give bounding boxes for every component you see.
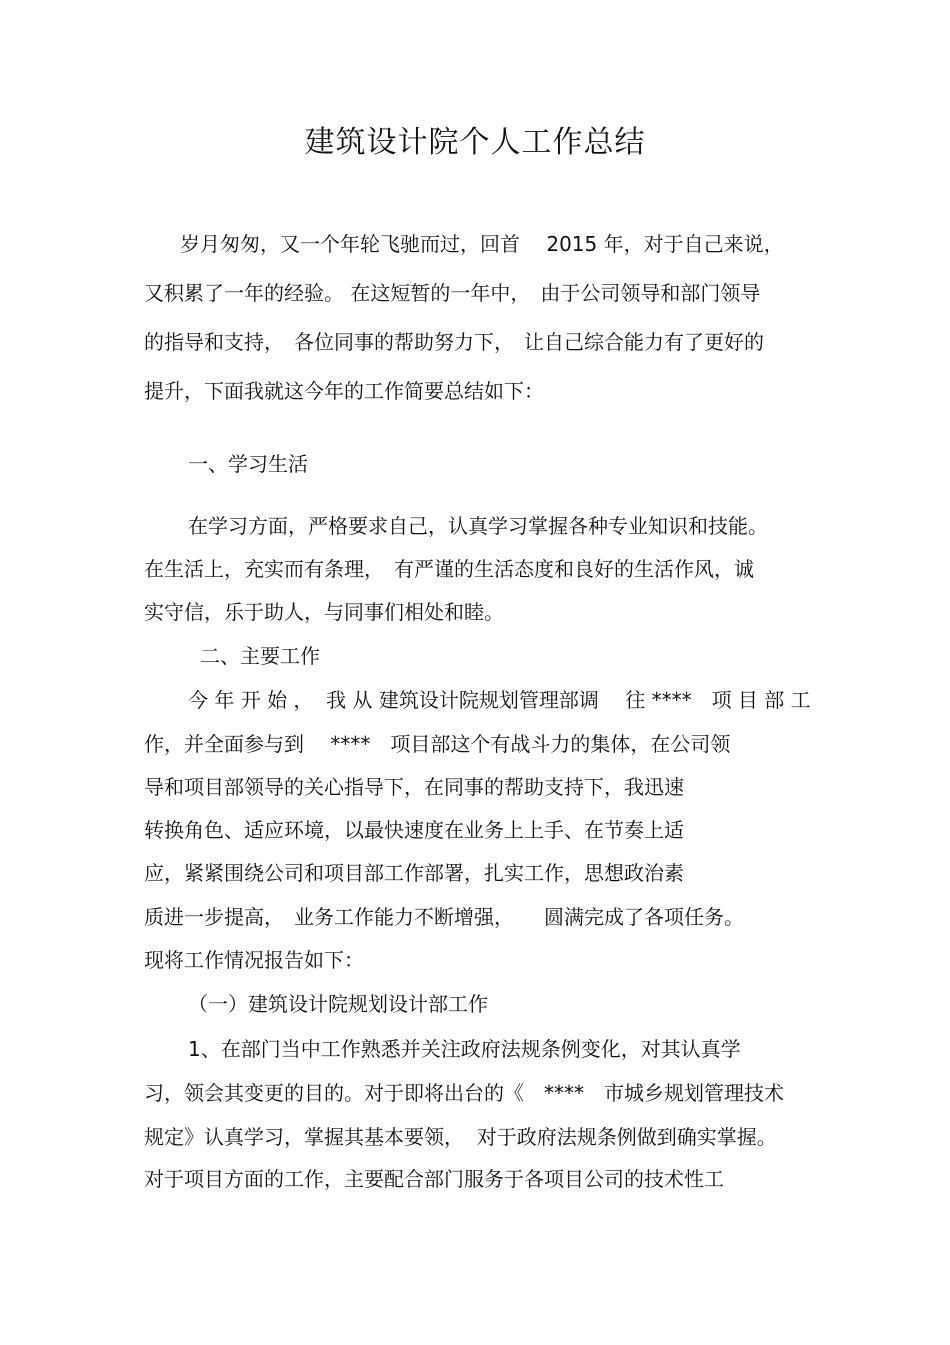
paragraph-line: 在学习方面，严格要求自己，认真学习掌握各种专业知识和技能。 bbox=[188, 514, 768, 538]
section-heading: 一、学习生活 bbox=[188, 452, 308, 476]
paragraph-line: 导和项目部领导的关心指导下，在同事的帮助支持下，我迅速 bbox=[144, 775, 684, 799]
subsection-heading: （一）建筑设计院规划设计部工作 bbox=[188, 992, 488, 1016]
paragraph-line: 提升，下面我就这今年的工作简要总结如下： bbox=[144, 379, 544, 403]
paragraph-line: 岁月匆匆，又一个年轮飞驰而过，回首 2015 年，对于自己来说， bbox=[180, 232, 784, 256]
page-title: 建筑设计院个人工作总结 bbox=[304, 125, 646, 160]
paragraph-line: 习，领会其变更的目的。对于即将出台的《 **** 市城乡规划管理技术 bbox=[144, 1081, 784, 1105]
paragraph-line: 实守信，乐于助人，与同事们相处和睦。 bbox=[144, 600, 504, 624]
paragraph-line: 又积累了一年的经验。 在这短暂的一年中， 由于公司领导和部门领导 bbox=[144, 281, 761, 305]
paragraph-line: 的指导和支持， 各位同事的帮助努力下， 让自己综合能力有了更好的 bbox=[144, 330, 764, 354]
paragraph-line: 对于项目方面的工作，主要配合部门服务于各项目公司的技术性工 bbox=[144, 1167, 724, 1191]
paragraph-line: 作，并全面参与到 **** 项目部这个有战斗力的集体，在公司领 bbox=[144, 732, 731, 756]
section-heading: 二、主要工作 bbox=[200, 644, 320, 668]
paragraph-line: 规定》认真学习，掌握其基本要领， 对于政府法规条例做到确实掌握。 bbox=[144, 1125, 777, 1149]
paragraph-line: 转换角色、适应环境，以最快速度在业务上上手、在节奏上适 bbox=[144, 818, 684, 842]
paragraph-line: 现将工作情况报告如下： bbox=[144, 948, 364, 972]
paragraph-line: 在生活上，充实而有条理， 有严谨的生活态度和良好的生活作风，诚 bbox=[144, 557, 754, 581]
paragraph-line: 应，紧紧围绕公司和项目部工作部署，扎实工作，思想政治素 bbox=[144, 861, 684, 885]
paragraph-line: 1、在部门当中工作熟悉并关注政府法规条例变化，对其认真学 bbox=[188, 1037, 741, 1061]
paragraph-line: 质进一步提高， 业务工作能力不断增强， 圆满完成了各项任务。 bbox=[144, 905, 744, 929]
paragraph-line: 今 年 开 始 ， 我 从 建筑设计院规划管理部调 往 **** 项 目 部 工 bbox=[188, 688, 811, 712]
